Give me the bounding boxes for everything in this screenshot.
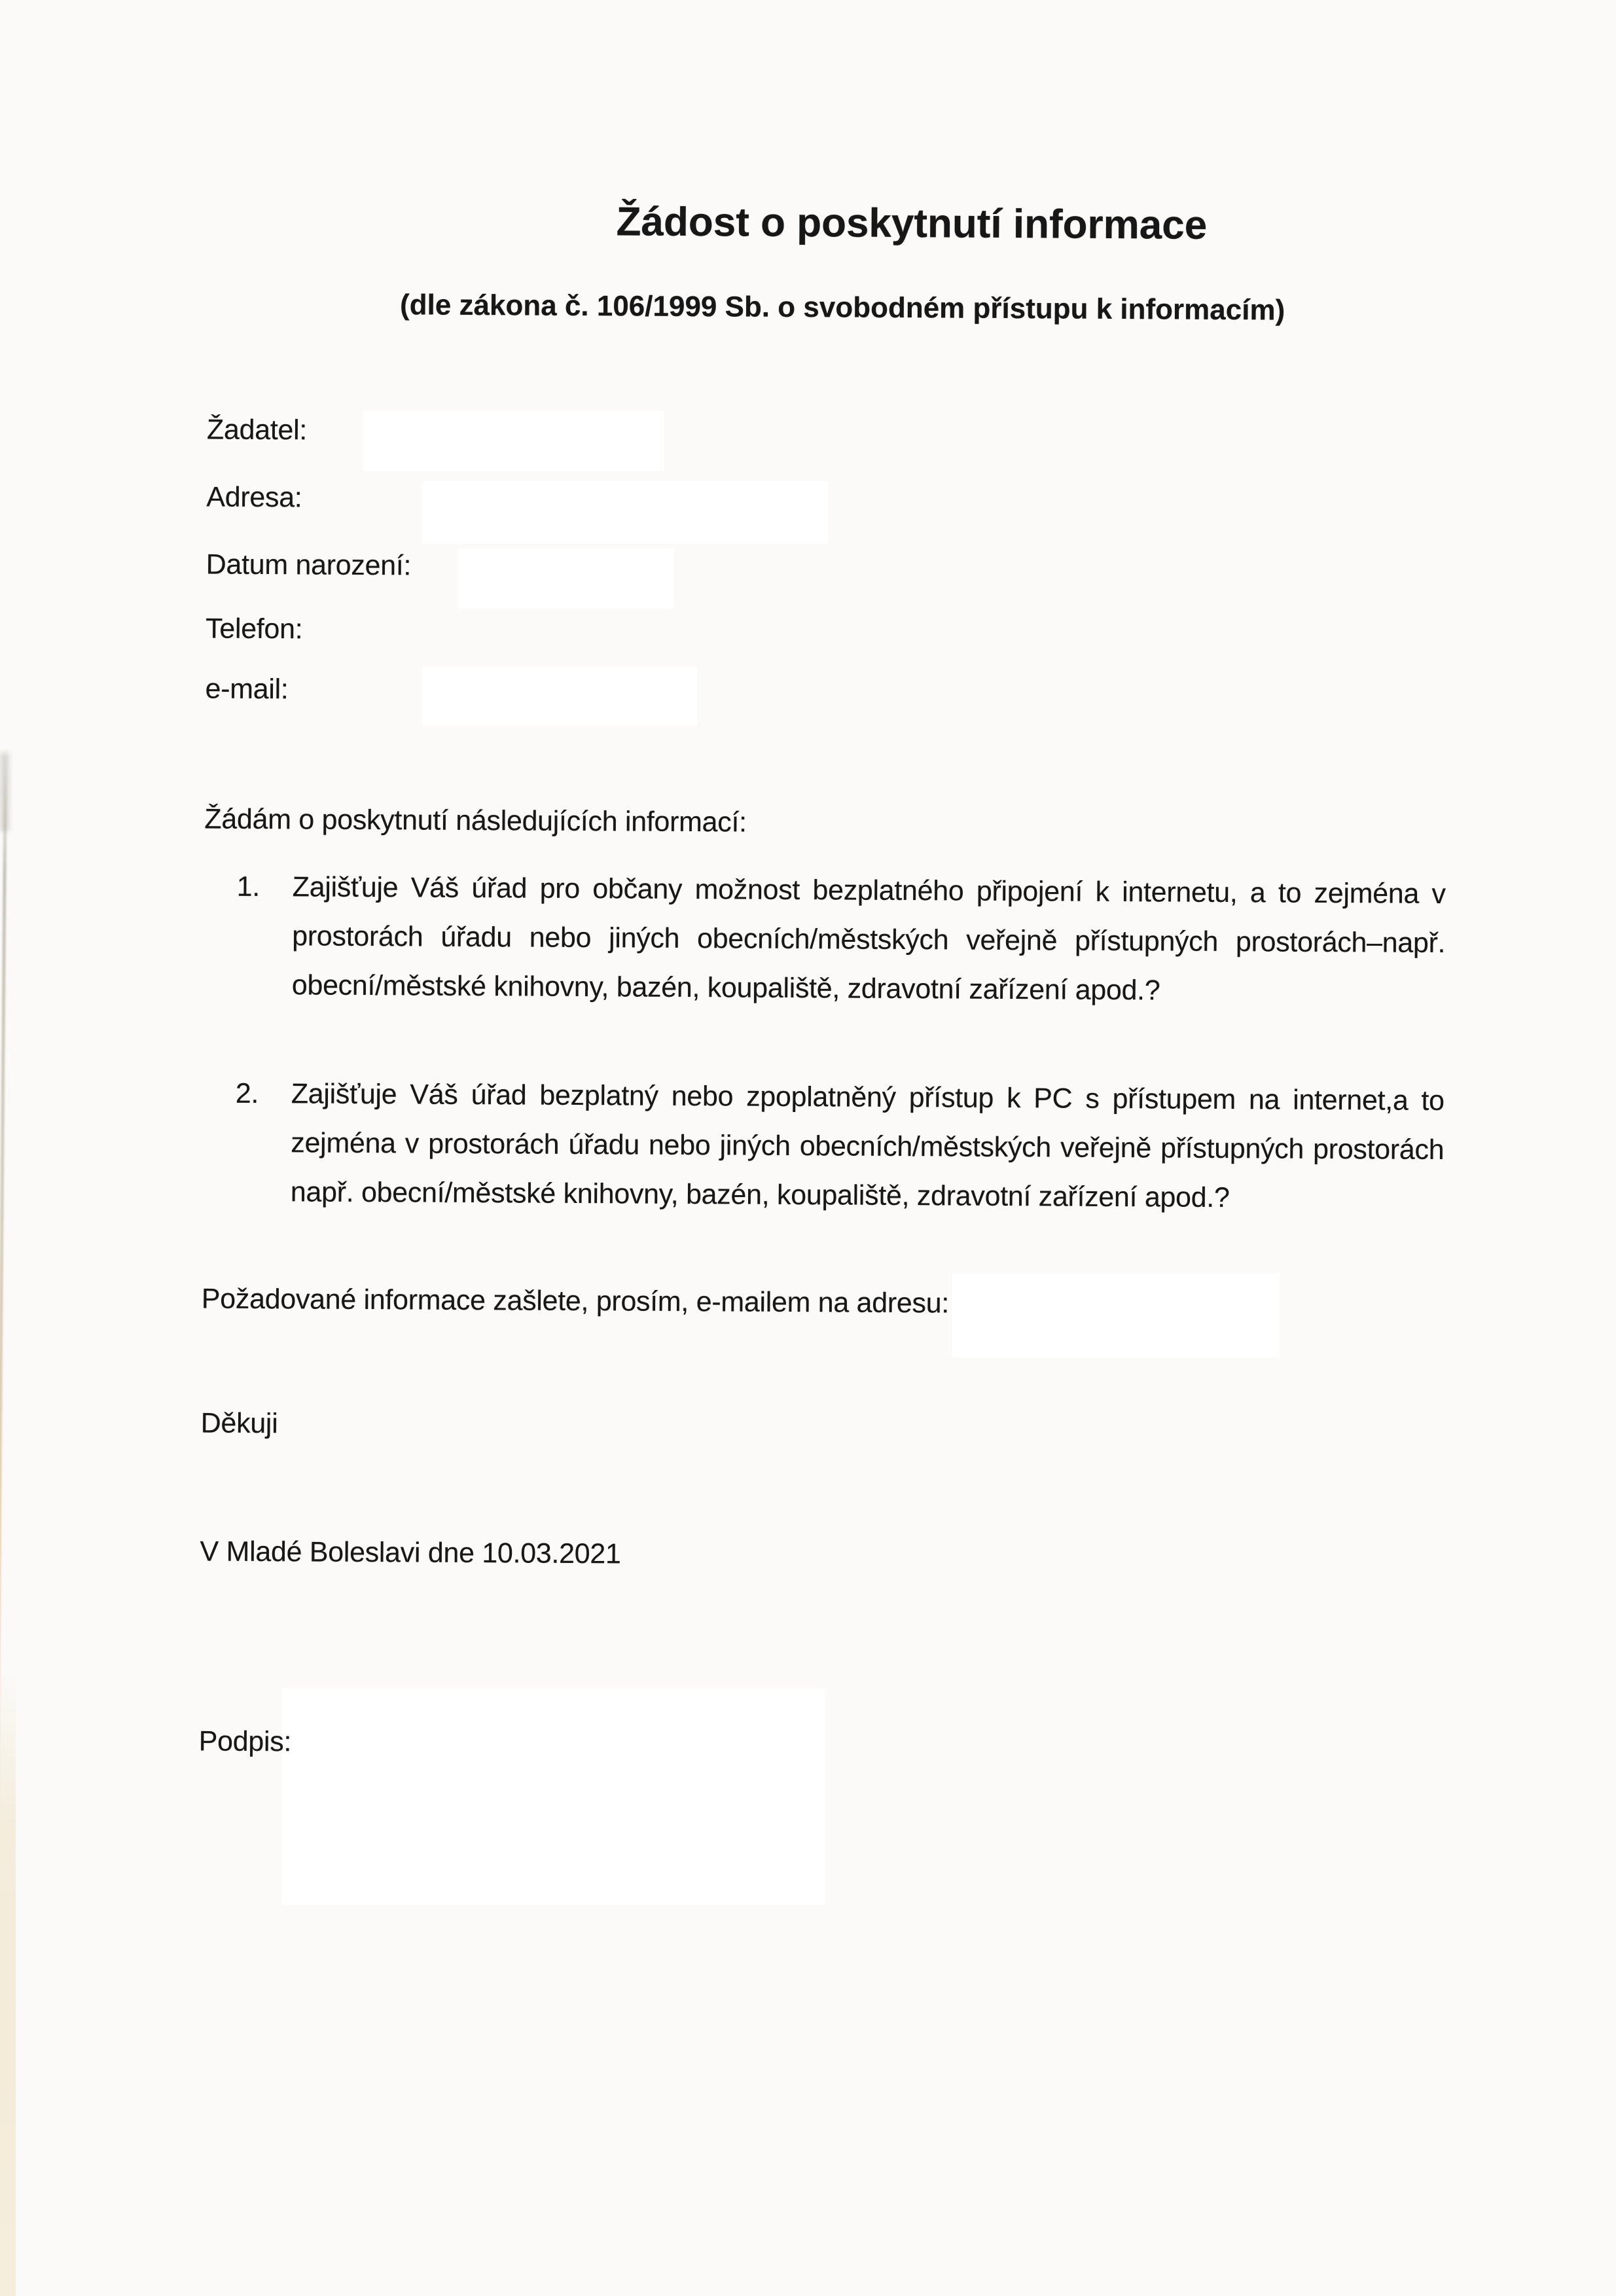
signature-label: Podpis: <box>198 1725 292 1758</box>
question-item-2 <box>235 1069 1445 1224</box>
field-label-datum-narozeni: Datum narození: <box>206 548 412 582</box>
field-label-telefon: Telefon: <box>205 613 303 645</box>
field-label-zadatel: Žadatel: <box>206 414 308 446</box>
question-text-2: Zajišťuje Váš úřad bezplatný nebo zpoplatněný přístup k PC s přístupem na internet,a to zejména v prostorách úřadu nebo jiných obecních/městských veřejně přístupných prostorách např. obecní/městské knihovny, bazén, koupaliště, zdravotní zařízení apod.? <box>290 1078 1445 1214</box>
document-title: Žádost o poskytnutí informace <box>616 199 1208 248</box>
field-label-email: e-mail: <box>205 673 289 706</box>
question-number-2: 2. <box>235 1077 259 1110</box>
request-intro: Žádám o poskytnutí následujících informací: <box>204 803 747 838</box>
place-date-line: V Mladé Boleslavi dne 10.03.2021 <box>200 1535 621 1570</box>
thanks-line: Děkuji <box>200 1407 278 1440</box>
question-text-1: Zajišťuje Váš úřad pro občany možnost bezplatného připojení k internetu, a to zejména v prostorách úřadu nebo jiných obecních/městských veřejně přístupných prostorách–např. obecní/městské knihovny, bazén, koupaliště, zdravotní zařízení apod.? <box>291 871 1446 1007</box>
question-item-1 <box>236 863 1446 1017</box>
delivery-line: Požadované informace zašlete, prosím, e-mailem na adresu: <box>201 1283 950 1319</box>
document-subtitle: (dle zákona č. 106/1999 Sb. o svobodném přístupu k informacím) <box>399 289 1285 327</box>
question-number-1: 1. <box>236 870 260 903</box>
field-label-adresa: Adresa: <box>206 481 302 514</box>
